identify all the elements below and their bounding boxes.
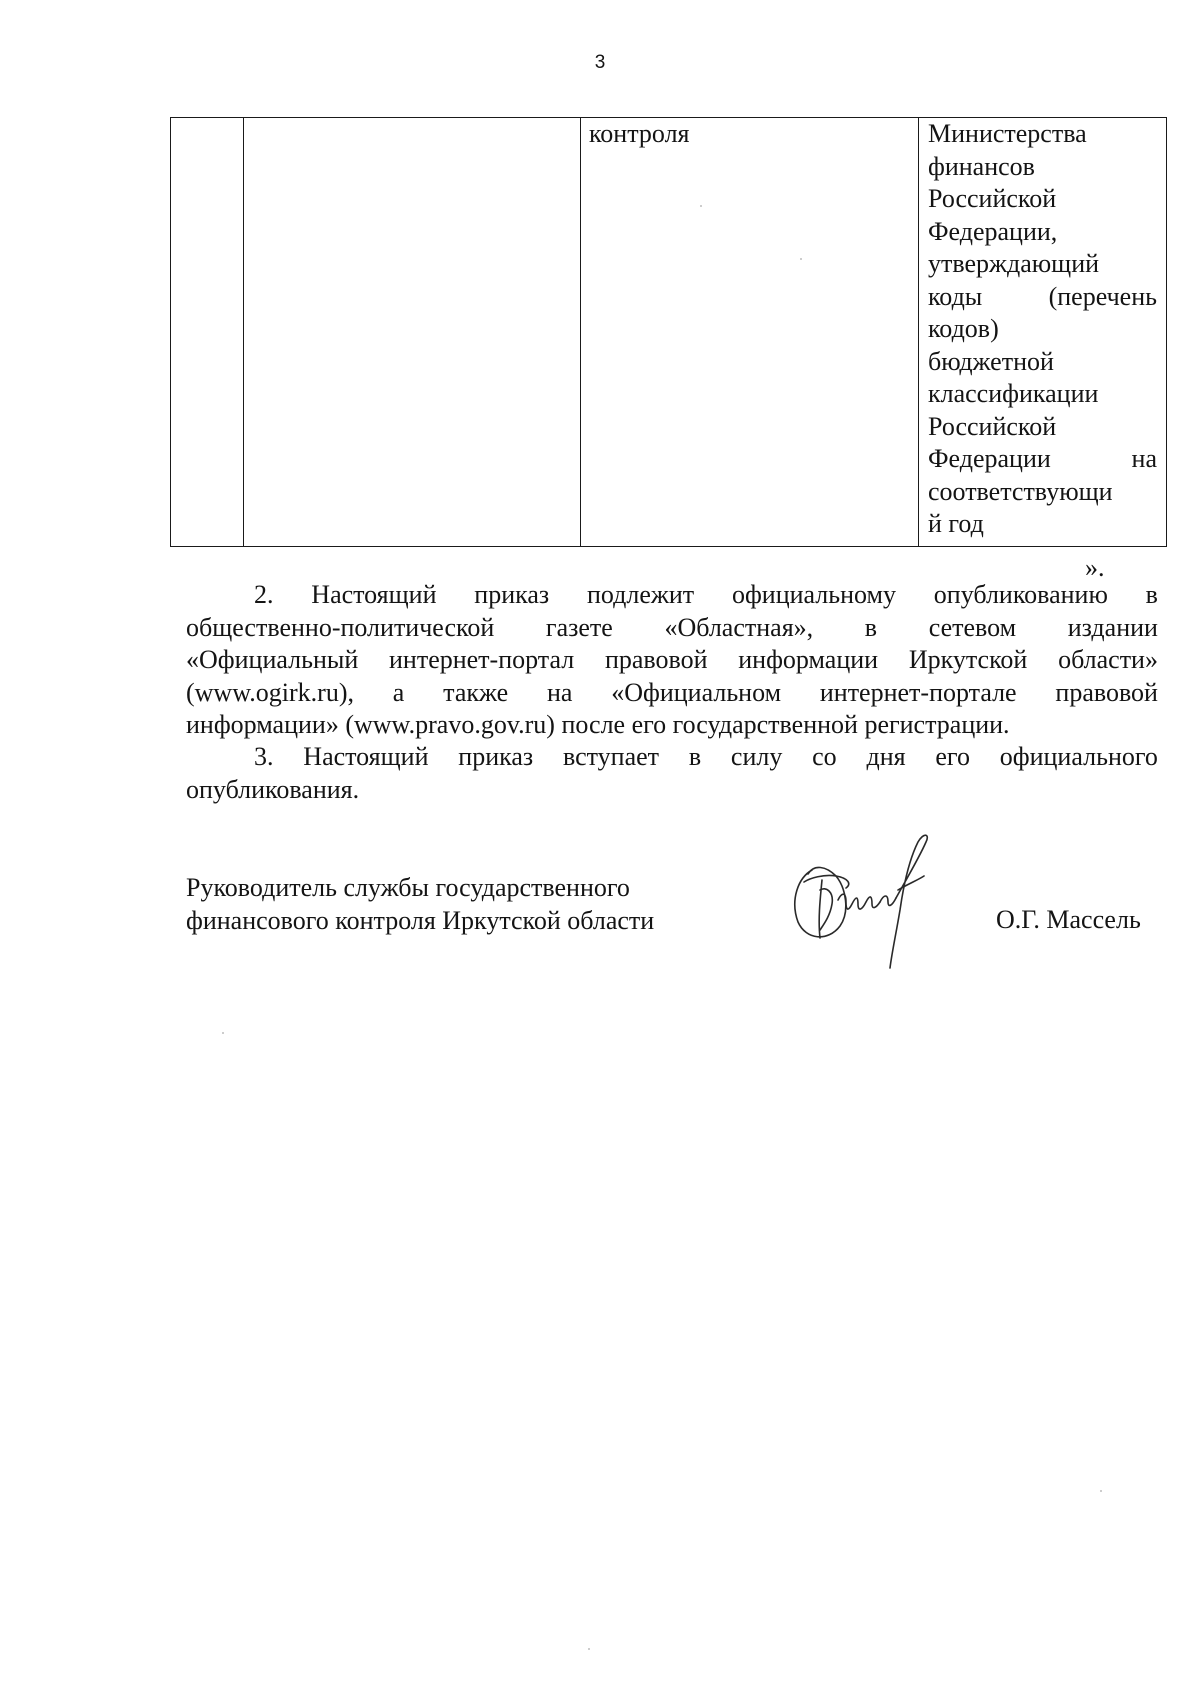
paragraph-line: общественно-политической газете «Областная», в сетевом издании (186, 612, 1158, 642)
signatory-title-line: Руководитель службы государственного (186, 873, 630, 902)
scan-speck (222, 1032, 224, 1034)
signatory-name: О.Г. Массель (996, 905, 1141, 934)
page-number: 3 (594, 52, 606, 73)
signatory-title-line: финансового контроля Иркутской области (186, 905, 655, 935)
signatory-title (186, 872, 654, 937)
scan-speck (1100, 1490, 1102, 1492)
col4-line: бюджетной (928, 346, 1054, 376)
paragraph-line: (www.ogirk.ru), а также на «Официальном интернет-портале правовой (186, 677, 1158, 707)
col3-text: контроля (589, 119, 690, 148)
col4-line: Российской (928, 411, 1057, 441)
paragraph-line: опубликования. (186, 774, 360, 804)
col4-line: Министерства (928, 119, 1087, 148)
col4-line: классификации (928, 379, 1099, 408)
paragraph-line: 3. Настоящий приказ вступает в силу со дня его официального (254, 742, 1158, 771)
document-table (170, 117, 1167, 547)
col4-line: коды (перечень (928, 281, 1157, 311)
col4-line: Федерации, (928, 216, 1058, 246)
paragraph-2 (186, 579, 1158, 742)
col4-line: Федерации на (928, 444, 1157, 473)
paragraph-line: информации» (www.pravo.gov.ru) после его государственной регистрации. (186, 710, 1010, 739)
paragraph-3 (186, 741, 1158, 806)
scan-speck (800, 258, 802, 260)
table-cell-name (244, 118, 581, 547)
col4-line: соответствующи (928, 476, 1113, 506)
table-row (171, 118, 1167, 547)
col4-line: кодов) (928, 314, 999, 343)
handwritten-signature (780, 830, 980, 970)
col4-line: Российской (928, 184, 1057, 213)
table-cell-col3 (581, 118, 919, 547)
scan-speck (700, 205, 702, 207)
paragraph-line: «Официальный интернет-портал правовой информации Иркутской области» (186, 645, 1158, 674)
table-cell-number (171, 118, 244, 547)
closing-quote: ». (1085, 553, 1105, 582)
col4-line: утверждающий (928, 249, 1100, 278)
col4-line: й год (928, 509, 984, 538)
scan-speck (588, 1648, 590, 1650)
table-cell-col4 (919, 118, 1167, 547)
paragraph-line: 2. Настоящий приказ подлежит официальному опубликованию в (254, 580, 1158, 609)
col4-line: финансов (928, 151, 1035, 181)
